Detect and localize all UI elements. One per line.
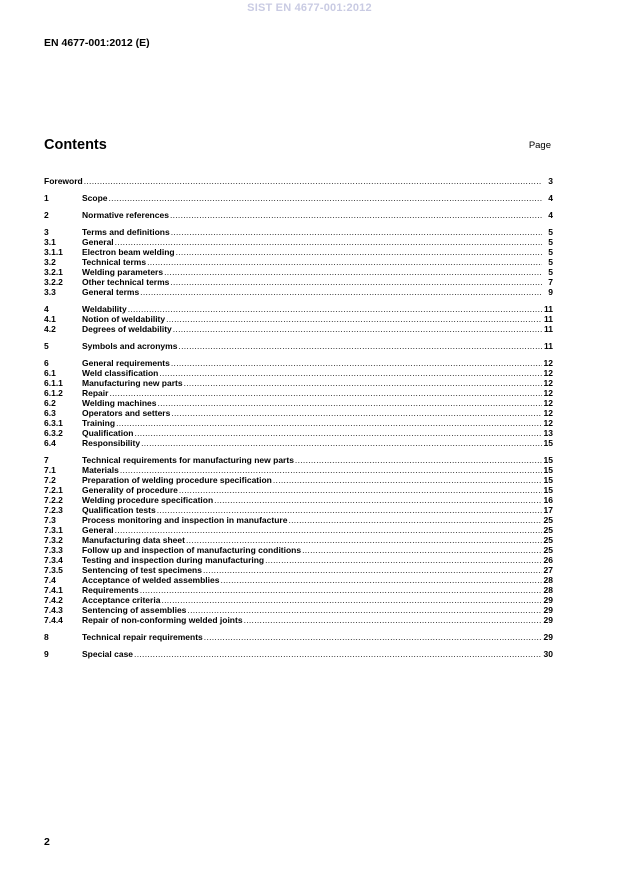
toc-entry-page: 29 bbox=[543, 605, 553, 615]
toc-entry-number: 6.4 bbox=[44, 438, 56, 448]
toc-entry-title: Requirements bbox=[82, 585, 139, 595]
toc-leader-dots bbox=[157, 505, 542, 515]
toc-entry-title: Welding procedure specification bbox=[82, 495, 214, 505]
toc-entry[interactable] bbox=[44, 505, 553, 515]
toc-leader-dots bbox=[115, 525, 542, 535]
toc-entry-number: 9 bbox=[44, 649, 49, 659]
toc-entry-page: 7 bbox=[548, 277, 553, 287]
toc-entry-title: Weldability bbox=[82, 304, 127, 314]
toc-entry[interactable] bbox=[44, 649, 553, 659]
toc-entry[interactable] bbox=[44, 535, 553, 545]
toc-leader-dots bbox=[134, 649, 542, 659]
toc-leader-dots bbox=[295, 455, 542, 465]
table-of-contents bbox=[44, 176, 553, 659]
toc-entry-title: Sentencing of test specimens bbox=[82, 565, 202, 575]
toc-leader-dots bbox=[166, 314, 542, 324]
toc-entry-title: Acceptance of welded assemblies bbox=[82, 575, 220, 585]
toc-entry-page: 28 bbox=[543, 575, 553, 585]
toc-entry-number: 1 bbox=[44, 193, 49, 203]
toc-entry[interactable] bbox=[44, 605, 553, 615]
toc-leader-dots bbox=[171, 408, 542, 418]
toc-entry[interactable] bbox=[44, 341, 553, 351]
toc-entry-number: 7 bbox=[44, 455, 49, 465]
toc-entry-page: 25 bbox=[543, 525, 553, 535]
toc-leader-dots bbox=[141, 438, 542, 448]
toc-entry-number: 7.4.2 bbox=[44, 595, 63, 605]
toc-entry-title: Technical terms bbox=[82, 257, 147, 267]
toc-entry-page: 3 bbox=[548, 176, 553, 186]
toc-entry[interactable] bbox=[44, 408, 553, 418]
toc-entry-page: 25 bbox=[543, 515, 553, 525]
toc-entry-number: 7.3.1 bbox=[44, 525, 63, 535]
toc-leader-dots bbox=[265, 555, 542, 565]
toc-entry[interactable] bbox=[44, 358, 553, 368]
toc-entry-number: 6.1 bbox=[44, 368, 56, 378]
toc-entry-title: Symbols and acronyms bbox=[82, 341, 178, 351]
toc-entry[interactable] bbox=[44, 632, 553, 642]
toc-leader-dots bbox=[170, 277, 542, 287]
toc-entry-number: 7.4.4 bbox=[44, 615, 63, 625]
toc-entry-title: Sentencing of assemblies bbox=[82, 605, 187, 615]
toc-entry[interactable] bbox=[44, 475, 553, 485]
toc-entry-page: 4 bbox=[548, 210, 553, 220]
toc-leader-dots bbox=[161, 595, 542, 605]
toc-entry-title: Manufacturing new parts bbox=[82, 378, 183, 388]
toc-entry-number: 3.3 bbox=[44, 287, 56, 297]
toc-entry-title: Testing and inspection during manufacturing bbox=[82, 555, 265, 565]
toc-leader-dots bbox=[159, 368, 542, 378]
toc-entry-page: 12 bbox=[543, 358, 553, 368]
toc-entry-page: 25 bbox=[543, 545, 553, 555]
toc-entry-page: 26 bbox=[543, 555, 553, 565]
toc-entry-title: Other technical terms bbox=[82, 277, 170, 287]
toc-entry[interactable] bbox=[44, 388, 553, 398]
toc-entry-page: 15 bbox=[543, 438, 553, 448]
toc-entry-page: 27 bbox=[543, 565, 553, 575]
toc-entry-number: 7.3.5 bbox=[44, 565, 63, 575]
toc-entry[interactable] bbox=[44, 304, 553, 314]
toc-entry-title: General bbox=[82, 525, 114, 535]
toc-entry[interactable] bbox=[44, 210, 553, 220]
toc-entry[interactable] bbox=[44, 176, 553, 186]
toc-entry[interactable] bbox=[44, 193, 553, 203]
toc-leader-dots bbox=[173, 324, 542, 334]
toc-entry-title: Preparation of welding procedure specification bbox=[82, 475, 272, 485]
toc-leader-dots bbox=[214, 495, 542, 505]
toc-entry-title: Qualification bbox=[82, 428, 134, 438]
toc-entry-title: Operators and setters bbox=[82, 408, 171, 418]
toc-entry-number: 7.2.3 bbox=[44, 505, 63, 515]
toc-entry-title: General bbox=[82, 237, 114, 247]
toc-leader-dots bbox=[244, 615, 542, 625]
toc-entry-number: 7.4.3 bbox=[44, 605, 63, 615]
toc-entry[interactable] bbox=[44, 615, 553, 625]
toc-entry-title: Degrees of weldability bbox=[82, 324, 172, 334]
toc-entry[interactable] bbox=[44, 555, 553, 565]
toc-entry-number: 4.1 bbox=[44, 314, 56, 324]
toc-leader-dots bbox=[164, 267, 542, 277]
toc-entry-title: Notion of weldability bbox=[82, 314, 166, 324]
toc-entry-title: Special case bbox=[82, 649, 134, 659]
toc-entry-title: Repair bbox=[82, 388, 109, 398]
toc-entry-number: 3.2 bbox=[44, 257, 56, 267]
toc-entry[interactable] bbox=[44, 485, 553, 495]
toc-entry[interactable] bbox=[44, 428, 553, 438]
toc-entry-page: 12 bbox=[543, 388, 553, 398]
toc-entry-page: 12 bbox=[543, 418, 553, 428]
toc-entry[interactable] bbox=[44, 595, 553, 605]
toc-entry-number: 7.2.1 bbox=[44, 485, 63, 495]
toc-entry-title: Process monitoring and inspection in manufacture bbox=[82, 515, 288, 525]
toc-entry-number: 6.3.2 bbox=[44, 428, 63, 438]
toc-entry-title: Electron beam welding bbox=[82, 247, 175, 257]
toc-leader-dots bbox=[288, 515, 542, 525]
toc-entry-page: 29 bbox=[543, 632, 553, 642]
toc-entry-page: 4 bbox=[548, 193, 553, 203]
toc-entry-page: 17 bbox=[543, 505, 553, 515]
toc-entry-number: 3 bbox=[44, 227, 49, 237]
toc-entry[interactable] bbox=[44, 398, 553, 408]
toc-entry-number: 7.4 bbox=[44, 575, 56, 585]
toc-leader-dots bbox=[302, 545, 542, 555]
toc-entry[interactable] bbox=[44, 314, 553, 324]
toc-entry-page: 11 bbox=[544, 324, 553, 334]
toc-leader-dots bbox=[134, 428, 542, 438]
toc-entry-page: 5 bbox=[548, 237, 553, 247]
toc-entry-title: Normative references bbox=[82, 210, 169, 220]
toc-entry-number: 7.2 bbox=[44, 475, 56, 485]
toc-entry-number: 3.1.1 bbox=[44, 247, 63, 257]
toc-entry-title: Technical repair requirements bbox=[82, 632, 203, 642]
toc-entry[interactable] bbox=[44, 438, 553, 448]
toc-entry[interactable] bbox=[44, 525, 553, 535]
toc-entry-page: 11 bbox=[544, 341, 553, 351]
watermark: SIST EN 4677-001:2012 bbox=[247, 2, 372, 14]
toc-entry-number: 6.1.2 bbox=[44, 388, 63, 398]
toc-entry[interactable] bbox=[44, 575, 553, 585]
toc-leader-dots bbox=[273, 475, 542, 485]
page-number: 2 bbox=[44, 836, 50, 848]
toc-entry[interactable] bbox=[44, 247, 553, 257]
toc-leader-dots bbox=[203, 565, 542, 575]
toc-leader-dots bbox=[178, 341, 542, 351]
toc-entry-page: 11 bbox=[544, 314, 553, 324]
toc-entry[interactable] bbox=[44, 585, 553, 595]
toc-entry-title: Responsibility bbox=[82, 438, 141, 448]
toc-entry-title: Terms and definitions bbox=[82, 227, 170, 237]
toc-entry-title: Manufacturing data sheet bbox=[82, 535, 185, 545]
toc-entry-page: 12 bbox=[543, 378, 553, 388]
toc-entry-number: 6.1.1 bbox=[44, 378, 63, 388]
toc-entry-page: 12 bbox=[543, 398, 553, 408]
toc-entry[interactable] bbox=[44, 455, 553, 465]
toc-entry-page: 11 bbox=[544, 304, 553, 314]
toc-entry[interactable] bbox=[44, 495, 553, 505]
toc-entry-title: Qualification tests bbox=[82, 505, 156, 515]
toc-entry-title: Welding machines bbox=[82, 398, 157, 408]
toc-entry-number: 7.3.2 bbox=[44, 535, 63, 545]
toc-entry-number: 3.2.2 bbox=[44, 277, 63, 287]
toc-entry-page: 5 bbox=[548, 247, 553, 257]
toc-entry-page: 15 bbox=[543, 455, 553, 465]
toc-entry-title: Welding parameters bbox=[82, 267, 164, 277]
toc-leader-dots bbox=[170, 210, 542, 220]
toc-leader-dots bbox=[116, 418, 542, 428]
toc-entry-page: 30 bbox=[543, 649, 553, 659]
toc-entry-title: Generality of procedure bbox=[82, 485, 178, 495]
toc-entry-number: 8 bbox=[44, 632, 49, 642]
toc-leader-dots bbox=[186, 535, 542, 545]
toc-entry-title: Scope bbox=[82, 193, 108, 203]
toc-leader-dots bbox=[109, 193, 542, 203]
toc-entry-number: 6 bbox=[44, 358, 49, 368]
toc-entry[interactable] bbox=[44, 368, 553, 378]
toc-entry-number: 7.3.3 bbox=[44, 545, 63, 555]
toc-entry-title: Follow up and inspection of manufacturing conditions bbox=[82, 545, 302, 555]
toc-entry-page: 15 bbox=[543, 465, 553, 475]
toc-entry-title: Repair of non-conforming welded joints bbox=[82, 615, 243, 625]
toc-entry[interactable] bbox=[44, 515, 553, 525]
toc-entry-number: 2 bbox=[44, 210, 49, 220]
toc-entry[interactable] bbox=[44, 257, 553, 267]
toc-entry-page: 29 bbox=[543, 615, 553, 625]
contents-title: Contents bbox=[44, 137, 107, 153]
toc-entry-number: 7.2.2 bbox=[44, 495, 63, 505]
toc-entry-number: 7.3.4 bbox=[44, 555, 63, 565]
toc-entry-title: Materials bbox=[82, 465, 119, 475]
toc-entry-title: Weld classification bbox=[82, 368, 159, 378]
toc-entry-page: 5 bbox=[548, 257, 553, 267]
toc-entry-number: 3.1 bbox=[44, 237, 56, 247]
toc-leader-dots bbox=[147, 257, 542, 267]
toc-entry-number: 4 bbox=[44, 304, 49, 314]
toc-entry-number: 3.2.1 bbox=[44, 267, 63, 277]
toc-leader-dots bbox=[120, 465, 542, 475]
toc-leader-dots bbox=[140, 287, 542, 297]
toc-entry-title: Training bbox=[82, 418, 116, 428]
toc-entry-page: 28 bbox=[543, 585, 553, 595]
toc-entry[interactable] bbox=[44, 277, 553, 287]
toc-entry-number: 7.4.1 bbox=[44, 585, 63, 595]
toc-leader-dots bbox=[187, 605, 542, 615]
toc-entry-page: 12 bbox=[543, 408, 553, 418]
toc-entry-number: 6.3.1 bbox=[44, 418, 63, 428]
toc-entry-number: 6.3 bbox=[44, 408, 56, 418]
toc-entry-title: Technical requirements for manufacturing new parts bbox=[82, 455, 294, 465]
toc-leader-dots bbox=[109, 388, 542, 398]
toc-entry-title: General terms bbox=[82, 287, 140, 297]
toc-leader-dots bbox=[171, 227, 542, 237]
toc-entry-number: 7.1 bbox=[44, 465, 56, 475]
toc-entry-page: 13 bbox=[543, 428, 553, 438]
toc-leader-dots bbox=[128, 304, 542, 314]
toc-entry[interactable] bbox=[44, 378, 553, 388]
toc-entry-page: 5 bbox=[548, 267, 553, 277]
toc-entry-number: 5 bbox=[44, 341, 49, 351]
toc-entry-page: 16 bbox=[543, 495, 553, 505]
toc-entry-title: Acceptance criteria bbox=[82, 595, 161, 605]
toc-entry-page: 5 bbox=[548, 227, 553, 237]
toc-entry[interactable] bbox=[44, 324, 553, 334]
toc-leader-dots bbox=[115, 237, 542, 247]
toc-entry[interactable] bbox=[44, 287, 553, 297]
toc-leader-dots bbox=[140, 585, 542, 595]
toc-entry[interactable] bbox=[44, 565, 553, 575]
toc-entry-page: 29 bbox=[543, 595, 553, 605]
toc-entry-number: 6.2 bbox=[44, 398, 56, 408]
toc-entry[interactable] bbox=[44, 227, 553, 237]
page-column-label: Page bbox=[528, 140, 551, 151]
toc-leader-dots bbox=[171, 358, 542, 368]
toc-entry[interactable] bbox=[44, 465, 553, 475]
toc-entry[interactable] bbox=[44, 545, 553, 555]
toc-leader-dots bbox=[184, 378, 542, 388]
toc-entry[interactable] bbox=[44, 267, 553, 277]
toc-leader-dots bbox=[204, 632, 542, 642]
toc-entry-page: 9 bbox=[548, 287, 553, 297]
toc-leader-dots bbox=[179, 485, 542, 495]
document-reference: EN 4677-001:2012 (E) bbox=[44, 37, 150, 49]
toc-leader-dots bbox=[157, 398, 542, 408]
toc-entry-title: General requirements bbox=[82, 358, 170, 368]
toc-leader-dots bbox=[176, 247, 542, 257]
toc-leader-dots bbox=[84, 176, 542, 186]
toc-entry-number: 4.2 bbox=[44, 324, 56, 334]
toc-entry-page: 12 bbox=[543, 368, 553, 378]
toc-entry[interactable] bbox=[44, 418, 553, 428]
toc-entry-page: 25 bbox=[543, 535, 553, 545]
toc-leader-dots bbox=[220, 575, 542, 585]
toc-entry-title: Foreword bbox=[44, 176, 83, 186]
toc-entry-page: 15 bbox=[543, 485, 553, 495]
toc-entry-number: 7.3 bbox=[44, 515, 56, 525]
toc-entry[interactable] bbox=[44, 237, 553, 247]
toc-entry-page: 15 bbox=[543, 475, 553, 485]
